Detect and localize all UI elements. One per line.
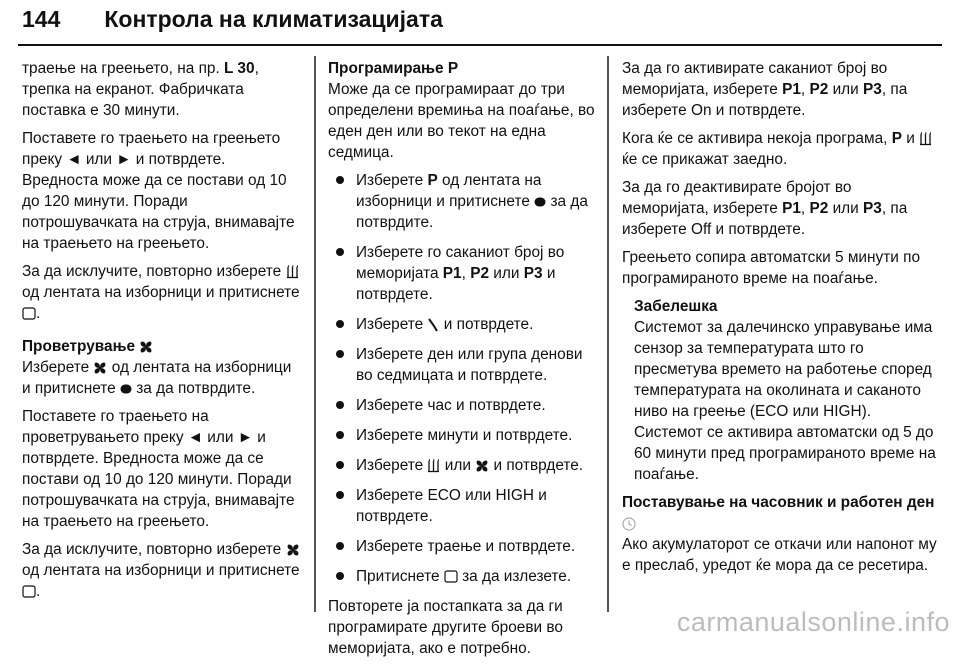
column-2 (328, 58, 596, 666)
ventilation-off-text: За да исклучите, повторно изберете од лентата на изборници и притиснете . (22, 541, 300, 600)
auto-stop-text: Греењето сопира автоматски 5 минути по програмираното време на поаѓање. (622, 249, 921, 287)
clock-heading: Поставување на часовник и работен ден (622, 492, 942, 534)
ventilation-heading: Проветрување (22, 336, 302, 357)
back-button-icon (22, 585, 36, 598)
fan-icon (286, 543, 300, 557)
programming-outro: Повторете ја постапката за да ги програмирате другите броеви во меморијата, ако е потребно. (328, 598, 563, 657)
clock-reset-text: Ако акумулаторот се откачи или напонот му е преслаб, уредот ќе мора да се ресетира. (622, 536, 937, 574)
header-rule (18, 44, 942, 46)
ventilation-select-text: Изберете од лентата на изборници и притиснете за да потврдите. (22, 359, 292, 397)
ok-button-icon (534, 197, 546, 207)
clock-icon (622, 517, 636, 531)
heating-icon (919, 132, 932, 146)
note-body: Системот за далечинско управување има сензор за температурата што го пресметува времето на работење според температурата на околината и саканото ниво на греење (ECO или HIGH). Системот се активира автоматски од 5 до 60 минути пред програмираното време на поаѓање. (634, 319, 936, 483)
back-button-icon (22, 307, 36, 320)
bullet (336, 350, 344, 358)
heating-duration-text: траење на греењето, на пр. L 30, трепка на екранот. Фабричката поставка е 30 минути. (22, 60, 259, 119)
programming-intro: Може да се програмираат до три определени времиња на поаѓање, во еден ден или во текот на една седмица. (328, 81, 595, 161)
list-item: Изберете ECO или HIGH и потврдете. (328, 485, 596, 527)
heating-off-text: За да исклучите, повторно изберете од лентата на изборници и притиснете . (22, 263, 300, 322)
heating-icon (427, 459, 440, 473)
list-item: Притиснете за да излезете. (328, 566, 596, 587)
fan-icon (139, 340, 153, 354)
bullet (336, 401, 344, 409)
list-item: Изберете и потврдете. (328, 314, 596, 335)
page-header (22, 6, 938, 46)
fan-icon (475, 459, 489, 473)
bullet (336, 176, 344, 184)
watermark: carmanualsonline.info (676, 607, 950, 637)
programming-heading: Програмирање P (328, 60, 459, 77)
bullet (336, 248, 344, 256)
program-active-text: Кога ќе се активира некоја програма, P и ќе се прикажат заедно. (622, 128, 942, 170)
list-item: Изберете минути и потврдете. (328, 425, 596, 446)
list-item: Изберете P од лентата на изборници и притиснете за да потврдите. (328, 170, 596, 233)
ok-button-icon (120, 384, 132, 394)
deactivate-memory-text: За да го деактивирате бројот во меморијата, изберете P1, P2 или P3, па изберете Off и потврдете. (622, 179, 908, 238)
list-item: Изберете или и потврдете. (328, 455, 596, 476)
list-item: Изберете траење и потврдете. (328, 536, 596, 557)
note-title: Забелешка (634, 298, 718, 315)
column-3 (622, 58, 942, 583)
fan-icon (93, 361, 107, 375)
programming-steps (328, 170, 596, 587)
bullet (336, 320, 344, 328)
bullet (336, 572, 344, 580)
bullet (336, 431, 344, 439)
activate-memory-text: За да го активирате саканиот број во меморијата, изберете P1, P2 или P3, па изберете On и потврдете. (622, 60, 908, 119)
page-number: 144 (22, 6, 61, 32)
heating-duration-set-text: Поставете го траењето на греењето преку ◄ или ► и потврдете. Вредноста може да се постави од 10 до 120 минути. Поради потрошувачката на струја, внимавајте на траењето на греењето. (22, 130, 295, 252)
note-box (622, 296, 942, 485)
bullet (336, 461, 344, 469)
list-item: Изберете ден или група денови во седмицата и потврдете. (328, 344, 596, 386)
list-item: Изберете го саканиот број во меморијата P1, P2 или P3 и потврдете. (328, 242, 596, 305)
bullet (336, 491, 344, 499)
back-button-icon (444, 570, 458, 583)
column-divider-1 (314, 56, 316, 612)
heating-icon (286, 265, 299, 279)
bullet (336, 542, 344, 550)
chapter-title: Контрола на климатизацијата (104, 6, 443, 32)
clock-hand-icon (427, 318, 439, 332)
column-1 (22, 58, 302, 609)
column-divider-2 (607, 56, 609, 612)
ventilation-duration-text: Поставете го траењето на проветрувањето преку ◄ или ► и потврдете. Вредноста може да се постави од 10 до 120 минути. Поради потрошувачката на струја, внимавајте на траењето на греењето. (22, 408, 295, 530)
list-item: Изберете час и потврдете. (328, 395, 596, 416)
